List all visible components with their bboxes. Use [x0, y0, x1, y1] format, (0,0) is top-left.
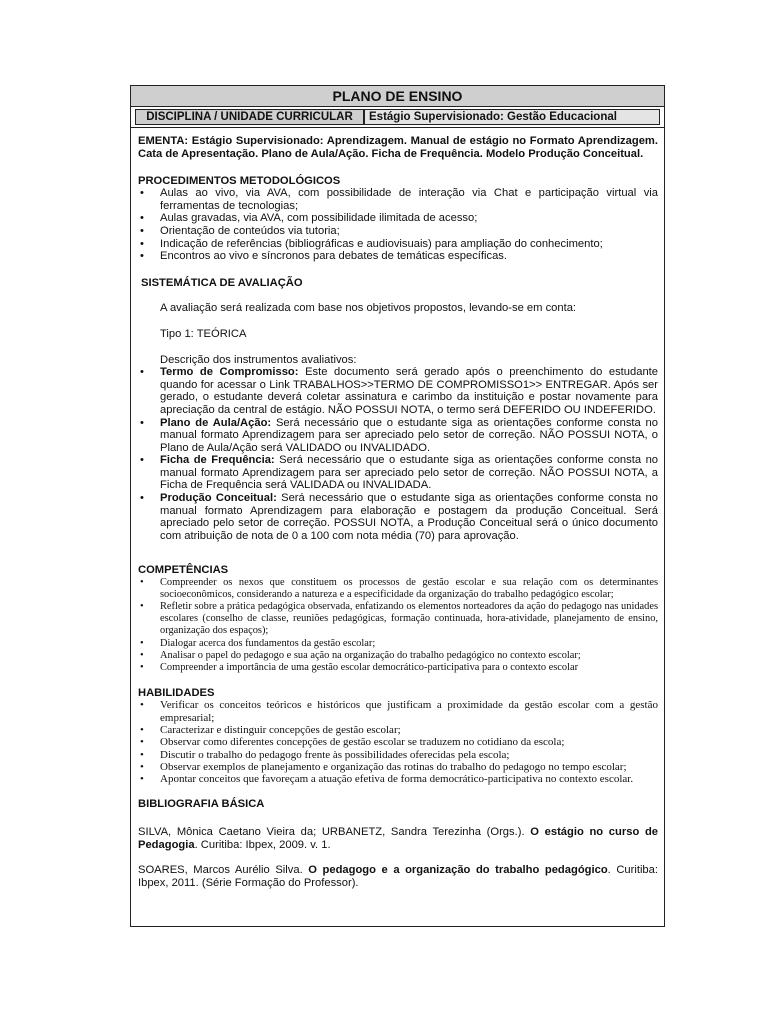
disciplina-value: Estágio Supervisionado: Gestão Educacional: [364, 109, 660, 125]
item-text: Será necessário que o estudante siga as orientações conforme consta no manual formato Aprendizagem para ser apreciado pelo setor de correção. NÃO POSSUI NOTA, a Ficha de Frequência será VALIDADA ou INVALIDADA.: [160, 454, 659, 492]
ref-title: O estágio no curso de Pedagogia: [138, 826, 659, 851]
bibliografia-ref: [138, 864, 658, 889]
item-term: Produção Conceitual:: [160, 492, 277, 505]
list-item: • Orientação de conteúdos via tutoria;: [138, 225, 658, 238]
list-item: [138, 492, 658, 542]
ementa-text: EMENTA: Estágio Supervisionado: Aprendizagem. Manual de estágio no Formato Aprendizagem. Cata de Apresentação. Plano de Aula/Ação. Ficha de Frequência. Modelo Produção Conceitual.: [138, 135, 658, 160]
avaliacao-list: [138, 366, 658, 542]
document-body: [138, 135, 658, 889]
list-item: • Encontros ao vivo e síncronos para debates de temáticas específicas.: [138, 250, 658, 263]
item-text: Será necessário que o estudante siga as orientações conforme consta no manual formato Aprendizagem para elaboração e postagem da produção Conceitual. Será apreciado pelo setor de correção. POSSUI NOTA, a Produção Conceitual será o único documento com atribuição de nota de 0 a 100 com nota média (70) para aprovação.: [160, 492, 659, 542]
list-item: • Analisar o papel do pedagogo e sua ação na organização do trabalho pedagógico no contexto escolar;: [138, 650, 658, 662]
item-text: Será necessário que o estudante siga as orientações conforme consta no manual formato Aprendizagem para ser apreciado pelo setor de correção. NÃO POSSUI NOTA, o Plano de Aula/Ação será VALIDADO ou INVALIDADO.: [160, 416, 658, 454]
list-item: [138, 366, 658, 416]
list-item: • Compreender a importância de uma gestão escolar democrático-participativa para o contexto escolar: [138, 662, 658, 674]
avaliacao-intro: A avaliação será realizada com base nos objetivos propostos, levando-se em conta:: [160, 302, 577, 315]
avaliacao-heading: SISTEMÁTICA DE AVALIAÇÃO: [141, 276, 303, 289]
disciplina-label: DISCIPLINA / UNIDADE CURRICULAR: [135, 109, 364, 125]
list-item: • Apontar conceitos que favoreçam a atuação efetiva de forma democrático-participativa no contexto escolar.: [138, 773, 658, 785]
list-item: • Observar como diferentes concepções de gestão escolar se traduzem no cotidiano da escola;: [138, 736, 658, 748]
list-item: • Compreender os nexos que constituem os processos de gestão escolar e sua relação com os determinantes socioeconômicos, considerando a natureza e a especificidade da organização do trabalho pedagógico escolar;: [138, 577, 658, 601]
competencias-list: [138, 577, 658, 674]
procedimentos-heading: PROCEDIMENTOS METODOLÓGICOS: [138, 174, 341, 187]
list-item: • Aulas gravadas, via AVA, com possibilidade ilimitada de acesso;: [138, 212, 658, 225]
ref-publisher: . Curitiba: Ibpex, 2009. v. 1.: [194, 838, 331, 851]
bibliografia-heading: BIBLIOGRAFIA BÁSICA: [138, 798, 265, 811]
list-item: • Discutir o trabalho do pedagogo frente às possibilidades oferecidas pela escola;: [138, 749, 658, 761]
list-item: • Verificar os conceitos teóricos e históricos que justificam a proximidade da gestão escolar com a gestão empresarial;: [138, 699, 658, 724]
ref-title: O pedagogo e a organização do trabalho pedagógico: [308, 864, 608, 877]
avaliacao-descricao: Descrição dos instrumentos avaliativos:: [160, 353, 357, 366]
ref-authors: SOARES, Marcos Aurélio Silva.: [138, 864, 309, 877]
list-item: • Caracterizar e distinguir concepções de gestão escolar;: [138, 724, 658, 736]
avaliacao-tipo: Tipo 1: TEÓRICA: [160, 327, 247, 340]
item-term: Termo de Compromisso:: [160, 366, 299, 379]
ref-publisher: . Curitiba: Ibpex, 2011. (Série Formação do Professor).: [138, 864, 658, 889]
list-item: [138, 417, 658, 455]
page-title: PLANO DE ENSINO: [131, 86, 664, 107]
list-item: [138, 454, 658, 492]
list-item: • Aulas ao vivo, via AVA, com possibilidade de interação via Chat e participação virtual via ferramentas de tecnologias;: [138, 187, 658, 212]
list-item: • Observar exemplos de planejamento e organização das rotinas do trabalho do pedagogo no tempo escolar;: [138, 761, 658, 773]
procedimentos-list: [138, 187, 658, 263]
item-term: Plano de Aula/Ação:: [160, 416, 272, 429]
habilidades-list: [138, 699, 658, 785]
list-item: • Indicação de referências (bibliográficas e audiovisuais) para ampliação do conhecimento;: [138, 238, 658, 251]
item-text: Este documento será gerado após o preenchimento do estudante quando for acessar o Link TRABALHOS>>TERMO DE COMPROMISSO1>> ENTREGAR. Após ser gerado, o estudante deverá coletar assinatura e carimbo da instituição e postar novamente para apreciação da central de estágio. NÃO POSSUI NOTA, o termo será DEFERIDO OU INDEFERIDO.: [160, 366, 659, 416]
competencias-heading: COMPETÊNCIAS: [138, 564, 229, 577]
bibliografia-ref: [138, 826, 658, 851]
plano-de-ensino-frame: [130, 85, 665, 927]
list-item: • Refletir sobre a prática pedagógica observada, enfatizando os elementos norteadores da ação do pedagogo nas unidades escolares (conselho de classe, reuniões pedagógicas, formação continuada, hora-atividade, planejamento de ensino, organização dos espaços);: [138, 601, 658, 637]
disciplina-row: [131, 107, 664, 128]
list-item: • Dialogar acerca dos fundamentos da gestão escolar;: [138, 638, 658, 650]
item-term: Ficha de Frequência:: [160, 454, 275, 467]
habilidades-heading: HABILIDADES: [138, 686, 215, 699]
ref-authors: SILVA, Mônica Caetano Vieira da; URBANETZ, Sandra Terezinha (Orgs.).: [138, 826, 531, 839]
